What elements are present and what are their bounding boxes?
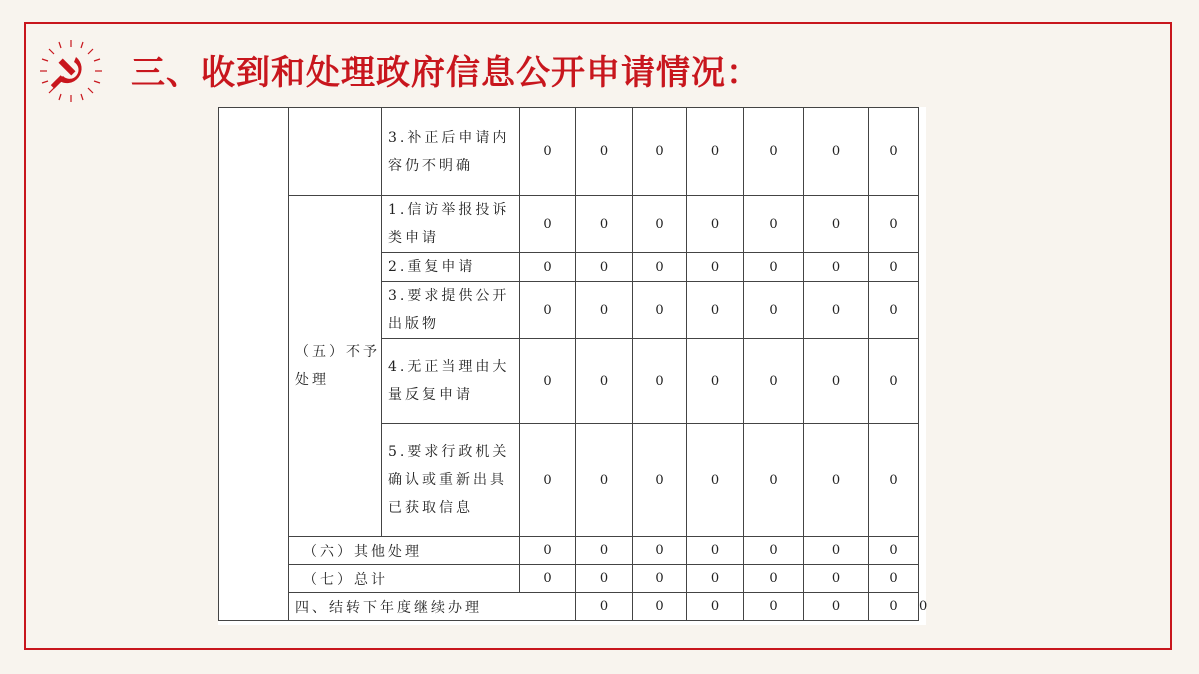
table-cell: 0 — [869, 593, 919, 621]
table-cell: 0 — [804, 108, 869, 196]
table-cell: 0 — [576, 565, 633, 593]
table-cell: 0 — [869, 424, 919, 537]
table-cell: 0 — [744, 537, 804, 565]
table-cell: 0 — [744, 339, 804, 424]
table-cell: 0 — [633, 253, 687, 282]
table-cell: 0 — [744, 196, 804, 253]
table-cell: 0 — [633, 593, 687, 621]
table-row — [219, 196, 919, 253]
table-cell: 0 — [576, 108, 633, 196]
table-cell: 0 — [804, 282, 869, 339]
table-cell: 0 — [744, 282, 804, 339]
table-cell: 0 — [804, 253, 869, 282]
table-cell: 0 — [633, 424, 687, 537]
table-cell: 0 — [744, 108, 804, 196]
row-label: （六）其他处理 — [289, 537, 520, 565]
table-cell: 0 — [633, 196, 687, 253]
table-cell: 0 — [869, 339, 919, 424]
table-cell: 0 — [687, 565, 744, 593]
table-cell: 0 — [744, 424, 804, 537]
table-cell: 0 — [804, 593, 869, 621]
row-label: 5.要求行政机关确认或重新出具已获取信息 — [382, 424, 520, 537]
table-cell: 0 — [744, 565, 804, 593]
table-cell: 0 — [520, 108, 576, 196]
table-cell: 0 — [869, 282, 919, 339]
table-cell: 0 — [687, 537, 744, 565]
table-cell: 0 — [633, 565, 687, 593]
table-cell: 0 — [576, 424, 633, 537]
data-table — [218, 107, 926, 625]
table-cell: 0 — [869, 108, 919, 196]
table-cell: 0 — [869, 565, 919, 593]
table-cell: 0 — [687, 108, 744, 196]
row-label: （七）总计 — [289, 565, 520, 593]
row-label: 3.要求提供公开出版物 — [382, 282, 520, 339]
table-cell: 0 — [687, 282, 744, 339]
table-cell: 0 — [687, 339, 744, 424]
table-cell: 0 — [576, 593, 633, 621]
table-cell: 0 — [869, 253, 919, 282]
table-cell: 0 — [576, 282, 633, 339]
table-cell: 0 — [520, 424, 576, 537]
row-label: 1.信访举报投诉类申请 — [382, 196, 520, 253]
row-label: 2.重复申请 — [382, 253, 520, 282]
table-cell: 0 — [576, 537, 633, 565]
table-cell: 0 — [520, 339, 576, 424]
table-cell: 0 — [633, 339, 687, 424]
table-row — [219, 565, 919, 593]
page-title: 三、收到和处理政府信息公开申请情况： — [131, 53, 761, 93]
table-cell: 0 — [687, 196, 744, 253]
table-row — [219, 108, 919, 196]
table-cell: 0 — [744, 253, 804, 282]
table-cell: 0 — [869, 537, 919, 565]
table-cell: 0 — [520, 196, 576, 253]
table-cell: 0 — [576, 196, 633, 253]
table-cell: 0 — [520, 537, 576, 565]
table-cell: 0 — [633, 537, 687, 565]
hammer-sickle-icon — [38, 38, 104, 104]
table-cell: 0 — [633, 282, 687, 339]
group-label: （五）不予处理 — [289, 196, 382, 537]
table-cell: 0 — [576, 253, 633, 282]
row-label: 3.补正后申请内容仍不明确 — [382, 108, 520, 196]
table-cell: 0 — [520, 565, 576, 593]
table-cell: 0 — [687, 424, 744, 537]
table-cell: 0 — [633, 108, 687, 196]
table-cell: 0 — [804, 424, 869, 537]
table-cell: 0 — [869, 196, 919, 253]
table-cell: 0 — [520, 253, 576, 282]
table-cell: 0 — [520, 282, 576, 339]
table-cell: 0 — [804, 196, 869, 253]
table-cell: 0 — [576, 339, 633, 424]
table-cell: 0 — [804, 339, 869, 424]
table-cell: 0 — [687, 593, 744, 621]
table-row — [219, 537, 919, 565]
table-row: 四、结转下年度继续办理 0 0 0 0 0 0 0 — [219, 593, 919, 621]
table-cell: 0 — [804, 537, 869, 565]
row-label: 四、结转下年度继续办理 — [289, 593, 576, 621]
table-cell: 0 — [804, 565, 869, 593]
table-cell: 0 — [687, 253, 744, 282]
table-cell: 0 — [744, 593, 804, 621]
row-label: 4.无正当理由大量反复申请 — [382, 339, 520, 424]
